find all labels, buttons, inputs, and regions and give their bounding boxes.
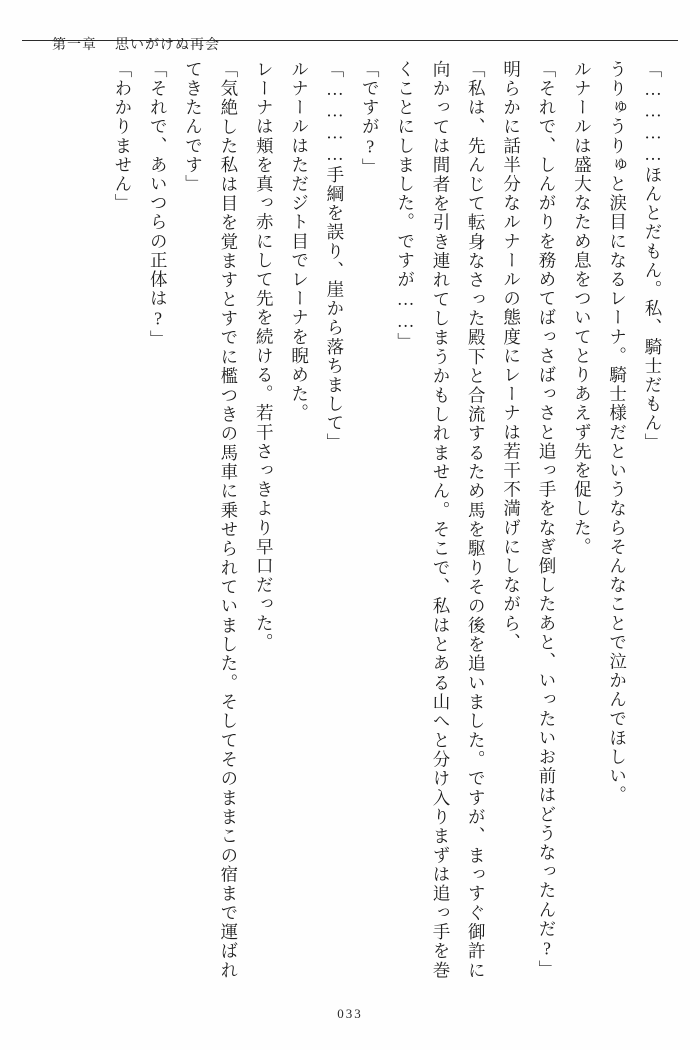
paragraph: ルナールは盛大なため息をついてとりあえず先を促した。 — [572, 60, 593, 557]
page-header — [0, 18, 700, 52]
vertical-text-block — [105, 60, 671, 980]
paragraph: 「わかりません」 — [112, 60, 133, 213]
paragraph: ルナールはただジト目でレーナを睨めた。 — [289, 60, 310, 423]
paragraph: レーナは頬を真っ赤にして先を続ける。若干さっきより早口だった。 — [254, 60, 275, 653]
paragraph: うりゅうりゅと涙目になるレーナ。騎士様だというならそんなことで泣かんでほしい。 — [607, 60, 628, 805]
chapter-number: 第一章 — [52, 38, 97, 53]
page-number: 033 — [337, 1006, 363, 1021]
paragraph: 「ですが?」 — [360, 60, 381, 178]
paragraph: 「それで、あいつらの正体は?」 — [148, 60, 169, 349]
page-body — [30, 60, 670, 990]
paragraph: 「…………ほんとだもん。私、騎士だもん」 — [643, 60, 663, 452]
chapter-title: 思いがけぬ再会 — [115, 38, 220, 53]
paragraph: 「私は、先んじて転身なさった殿下と合流するため馬を駆りその後を追いました。ですが、まっすぐ御許に向かっては間者を引き連れてしまうかもしれません。そこで、私はとある山へと分け入りまずは追っ手を巻くことにしました。ですが……」 — [395, 60, 487, 980]
paragraph: 「…………手綱を誤り、崖から落ちまして」 — [324, 60, 345, 452]
paragraph: 「それで、しんがりを務めてばっさばっさと追っ手をなぎ倒したあと、いったいお前はどうなったんだ?」 — [536, 60, 557, 980]
paragraph: 明らかに話半分なルナールの態度にレーナは若干不満げにしながら、 — [501, 60, 522, 653]
running-title — [52, 34, 220, 54]
paragraph: 「気絶した私は目を覚ますとすでに檻つきの馬車に乗せられていました。そしてそのままこの宿まで運ばれてきたんです」 — [183, 60, 239, 980]
